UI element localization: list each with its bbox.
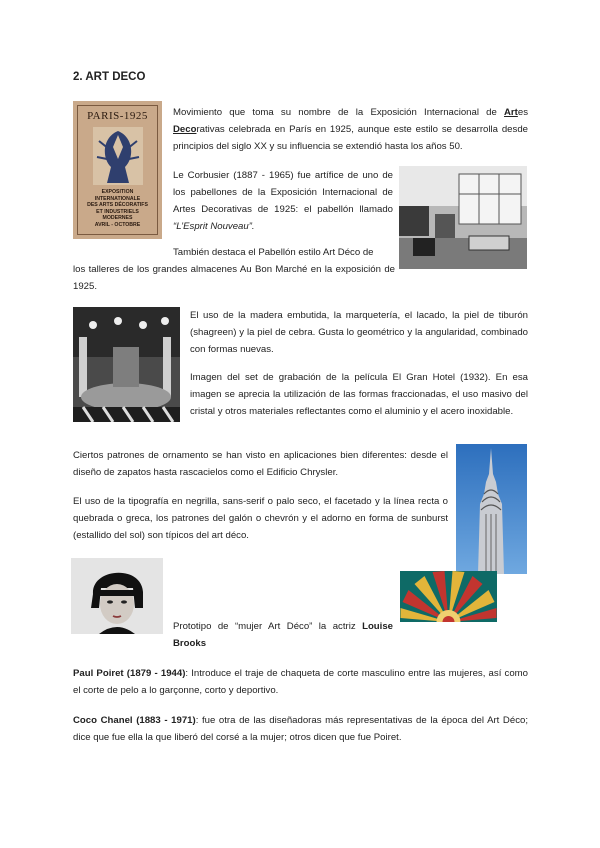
section-heading: 2. ART DECO [73,71,146,83]
chrysler-building-image [456,444,527,574]
hotel-illustration [73,307,180,422]
poster-illustration [93,127,143,185]
grand-hotel-set-image [73,307,180,422]
sunburst-illustration [400,571,497,622]
intro-paragraph [173,104,528,155]
patterns-paragraph: Ciertos patrones de ornamento se han visto en aplicaciones bien diferentes: desde el diseño de zapatos hasta rascacielos como el Edificio Chrysler. [73,450,448,478]
interior-illustration [399,166,527,269]
chrysler-illustration [456,444,527,574]
sunburst-pattern-image [400,571,497,622]
poiret-text: : Introduce el traje de chaqueta de corte masculino entre las mujeres, así como el corte de pelo a lo garçonne, corto y deportivo. [73,668,528,696]
louise-brooks-photo [71,558,163,634]
chanel-text: : fue otra de las diseñadoras más representativas de la época del Art Déco; dice que fue ella la que liberó del corsé a la mujer; otros dicen que fue Poiret. [73,715,528,743]
poiret-paragraph [73,665,528,699]
materials-paragraph: El uso de la madera embutida, la marquetería, el lacado, la piel de tiburón (shagreen) y la piel de cebra. Gusta lo geométrico y la angularidad, combinado con formas nuevas. [190,310,528,355]
poster-line: ET INDUSTRIELS [96,208,139,215]
poster-line: INTERNATIONALE [94,195,141,202]
poster-line: MODERNES [102,215,133,222]
corbusier-quote: “L’Esprit Nouveau”. [173,221,255,232]
corbusier-paragraph [173,167,393,235]
hotel-paragraph: Imagen del set de grabación de la película El Gran Hotel (1932). En esa imagen se aprecia la utilización de las formas fraccionadas, el uso masivo del cristal y otros materiales reflectantes como el aluminio y el acero inoxidable. [190,372,528,417]
chanel-paragraph [73,712,528,746]
chanel-name: Coco Chanel (1883 - 1971) [73,715,196,726]
esprit-nouveau-interior-image [399,166,527,269]
poster-title: PARIS-1925 [87,110,148,122]
intro-deco-underlined: Deco [173,124,197,135]
prototype-text: Prototipo de “mujer Art Déco” la actriz [173,621,363,632]
poster-line: DES ARTS DÉCORATIFS [87,202,148,209]
paris-1925-poster-image [73,101,162,239]
intro-text: rativas celebrada en París en 1925, aunque este estilo se desarrolla desde principios del siglo XX y su influencia se extendió hasta los años 50. [173,124,528,152]
intro-text: es [517,107,528,118]
prototype-caption [173,618,393,652]
pavilion-line-1: También destaca el Pabellón estilo Art Déco de [173,247,374,258]
poster-line: EXPOSITION [101,189,134,195]
portrait-illustration [71,558,163,634]
intro-text: Movimiento que toma su nombre de la Exposición Internacional de [173,107,504,118]
prototype-name: Louise Brooks [173,621,393,649]
intro-art-underlined: Art [504,107,518,118]
typography-paragraph: El uso de la tipografía en negrilla, sans-serif o palo seco, el facetado y la línea recta o quebrada o greca, los patrones del galón o chevrón y el adorno en forma de sunburst (estallido del sol) son típicos del art déco. [73,496,448,541]
poster-text-block [79,189,156,229]
pavilion-line-2: los talleres de los grandes almacenes Au Bon Marché en la exposición de 1925. [73,264,395,292]
poster-line: AVRIL - OCTOBRE [94,221,141,228]
corbusier-text: Le Corbusier (1887 - 1965) fue artífice de uno de los pabellones de la Exposición Internacional de Artes Decorativas de 1925: el pabellón llamado [173,170,393,215]
poiret-name: Paul Poiret (1879 - 1944) [73,668,186,679]
